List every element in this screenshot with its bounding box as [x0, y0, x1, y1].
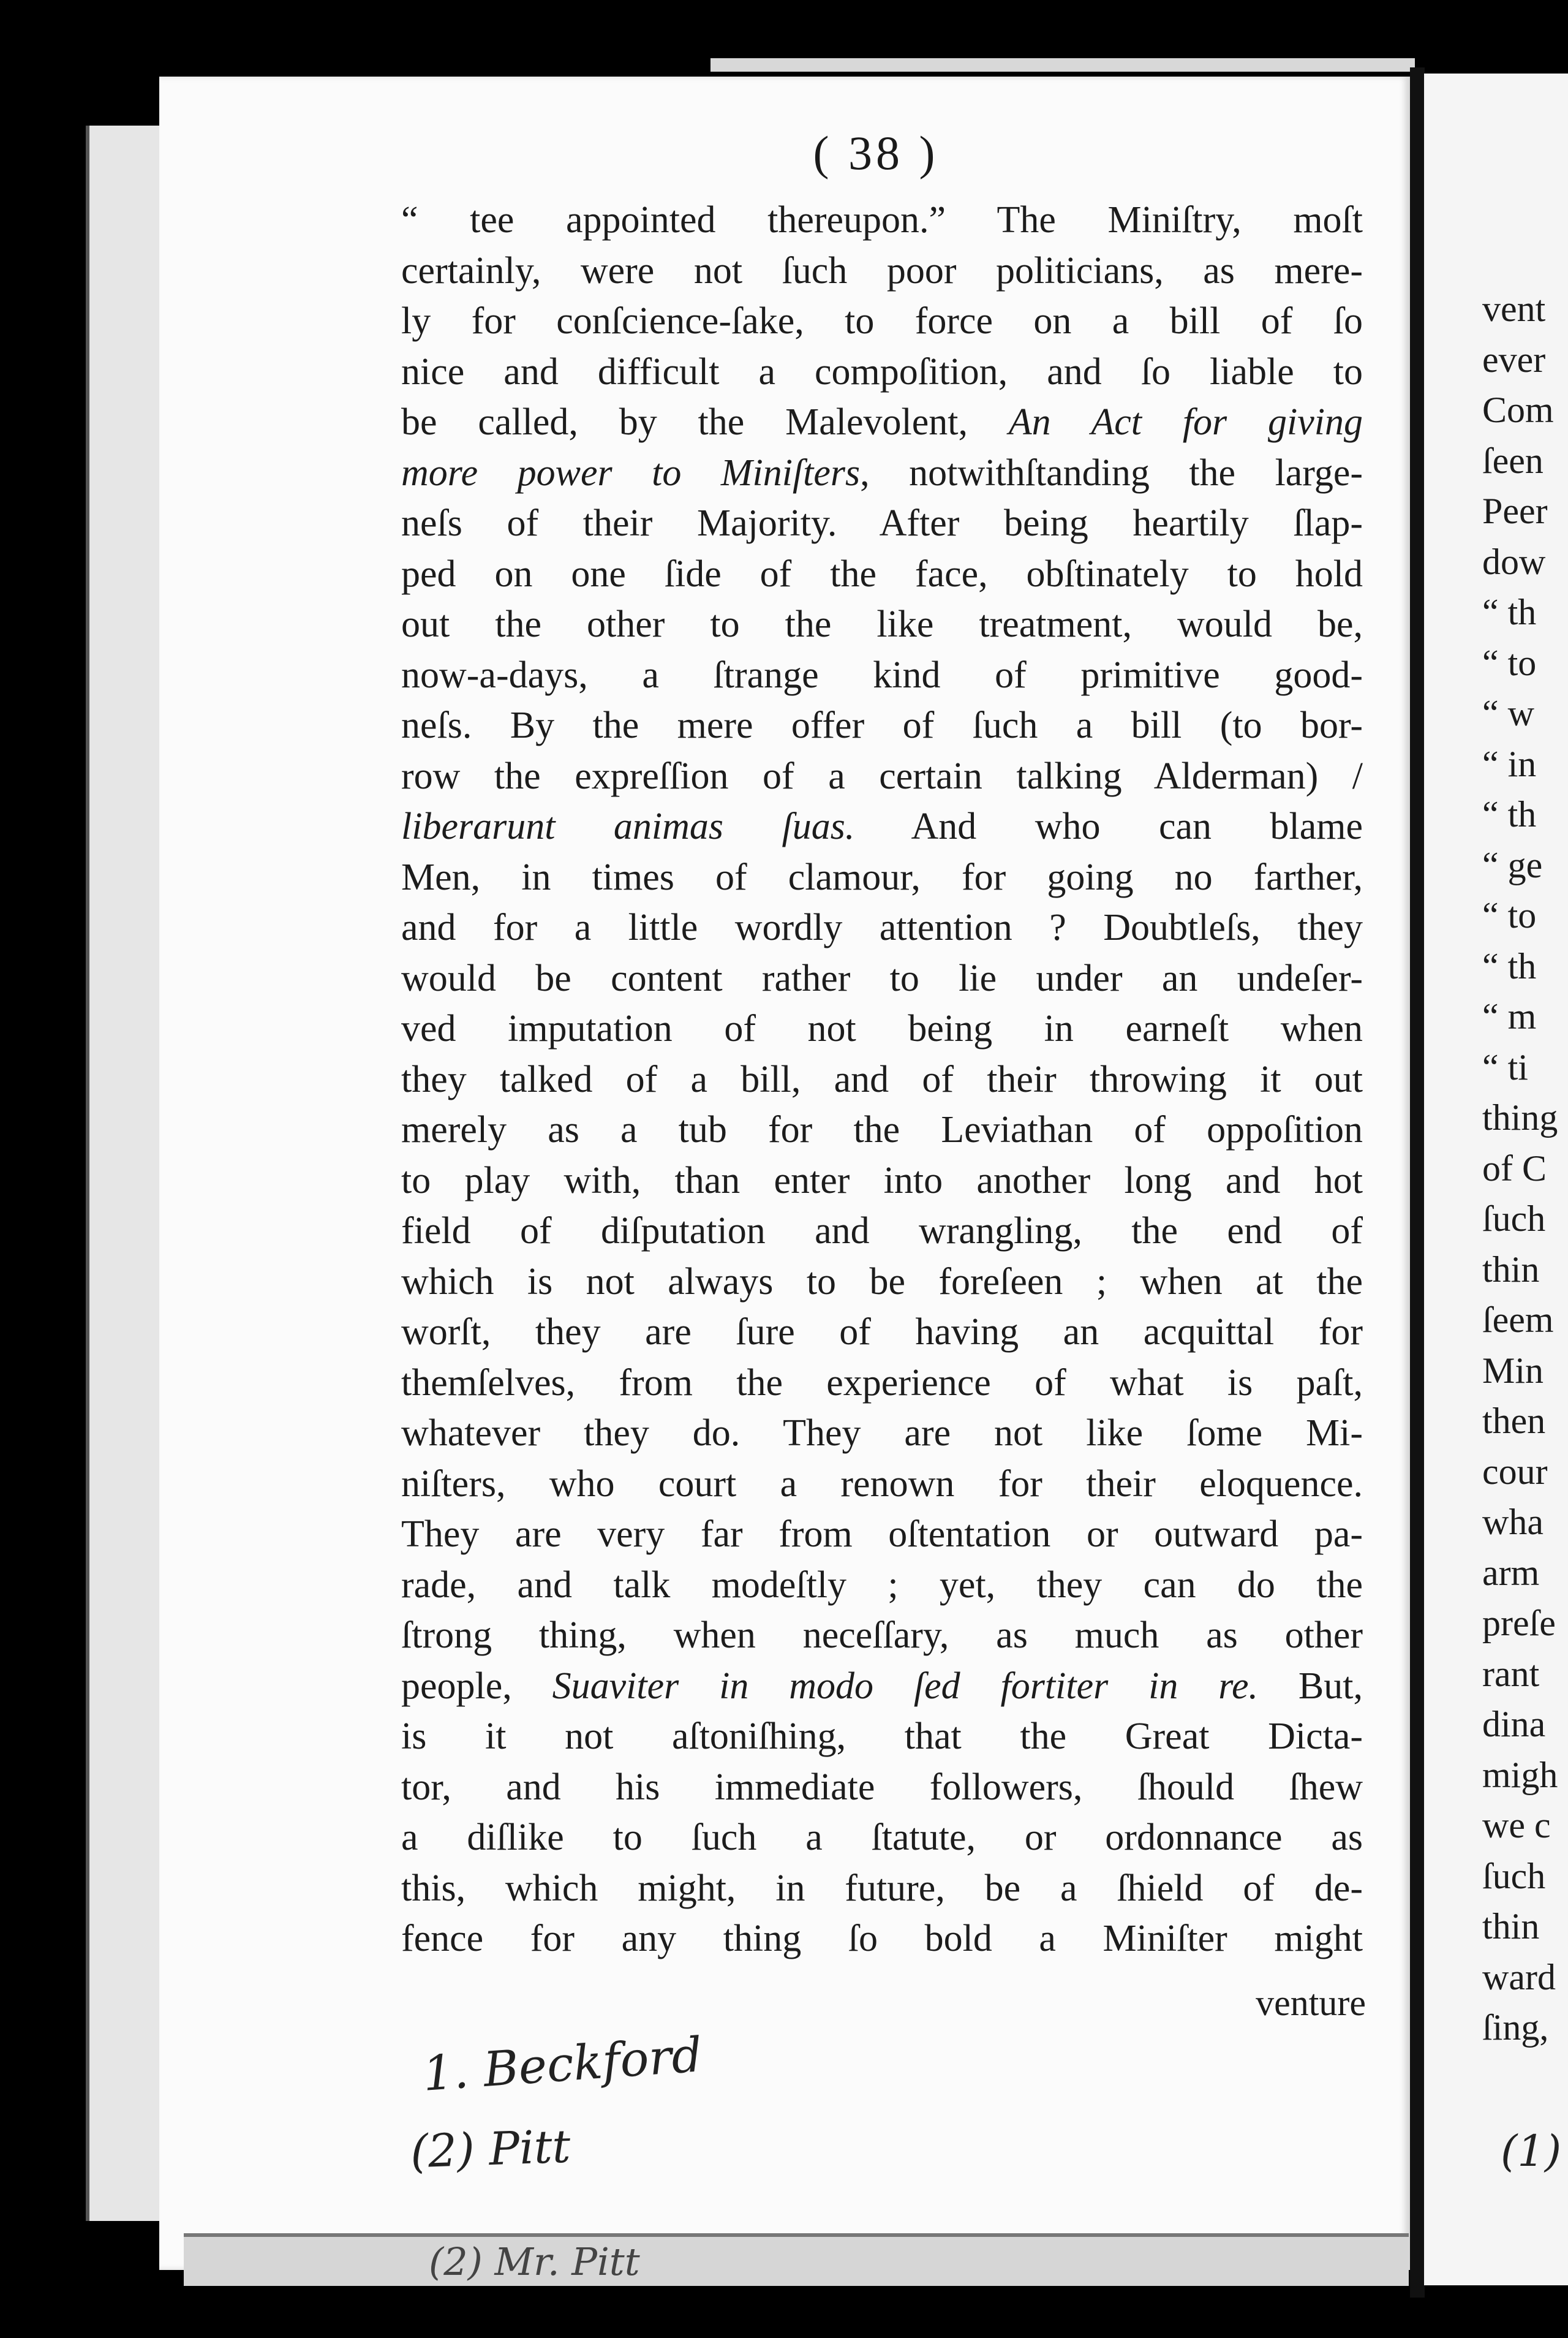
- facing-page-line: “ th: [1482, 592, 1537, 632]
- text-line: [401, 1054, 1363, 1105]
- text-segment: is it not aſtoniſhing, that the Great Dicta-: [401, 1716, 1363, 1757]
- facing-page-line: we c: [1482, 1805, 1551, 1845]
- text-line: [401, 801, 1363, 852]
- facing-page-line: ſuch: [1482, 1198, 1546, 1239]
- text-segment: people,: [401, 1665, 552, 1707]
- text-line: [401, 1156, 1363, 1206]
- text-line: [401, 1661, 1363, 1712]
- text-line: [401, 1004, 1363, 1054]
- text-segment: Men, in times of clamour, for going no farther,: [401, 856, 1363, 898]
- text-segment: And who can blame: [854, 806, 1363, 847]
- text-line: [401, 1105, 1363, 1156]
- text-segment: themſelves, from the experience of what is paſt,: [401, 1361, 1363, 1404]
- text-segment: But,: [1258, 1665, 1363, 1707]
- facing-page-line: “ m: [1482, 996, 1537, 1037]
- text-segment: niſters, who court a renown for their eloquence.: [401, 1462, 1363, 1505]
- text-line: [401, 1509, 1363, 1560]
- text-segment: “ tee appointed thereupon.” The Miniſtry, moſt: [401, 199, 1363, 241]
- italic-text: liberarunt animas ſuas.: [401, 806, 855, 847]
- text-line: [401, 1560, 1363, 1611]
- text-segment: tor, and his immediate followers, ſhould ſhew: [401, 1766, 1363, 1808]
- facing-page-line: then: [1482, 1401, 1546, 1441]
- facing-page-line: “ to: [1482, 642, 1537, 683]
- text-segment: fence for any thing ſo bold a Miniſter might: [401, 1918, 1363, 1959]
- facing-page-line: Peer: [1482, 491, 1548, 531]
- text-line: [401, 1206, 1363, 1257]
- facing-page-line: “ in: [1482, 743, 1537, 784]
- facing-page-line: dow: [1482, 541, 1546, 582]
- facing-page-line: thin: [1482, 1249, 1540, 1290]
- text-segment: field of diſputation and wrangling, the end of: [401, 1210, 1363, 1252]
- text-line: [401, 498, 1363, 549]
- facing-page-line: vent: [1482, 289, 1546, 329]
- text-segment: and for a little wordly attention ? Doubtleſs, they: [401, 907, 1363, 948]
- text-line: [401, 1307, 1363, 1358]
- text-segment: rade, and talk modeſtly ; yet, they can do the: [401, 1564, 1363, 1606]
- text-segment: now-a-days, a ſtrange kind of primitive good-: [401, 654, 1363, 696]
- text-line: [401, 599, 1363, 650]
- facing-page-line: Min: [1482, 1350, 1544, 1391]
- facing-page-line: “ ge: [1482, 844, 1543, 885]
- text-line: [401, 902, 1363, 953]
- page-edge-top: [710, 58, 1415, 72]
- text-line: [401, 549, 1363, 600]
- italic-text: Suaviter in modo ſed fortiter in re.: [552, 1665, 1259, 1707]
- facing-page-line: ſeem: [1482, 1300, 1554, 1340]
- facing-page-line: Com: [1482, 390, 1554, 430]
- text-segment: neſs of their Majority. After being heartily ſlap-: [401, 502, 1363, 544]
- italic-text: more power to Miniſters: [401, 452, 861, 494]
- facing-page-line: “ ti: [1482, 1046, 1528, 1088]
- text-segment: nice and difficult a compoſition, and ſo liable to: [401, 350, 1363, 393]
- book-gutter: [1410, 67, 1425, 2298]
- text-segment: worſt, they are ſure of having an acquittal for: [401, 1311, 1363, 1353]
- facing-page-line: ward: [1482, 1956, 1556, 1997]
- text-segment: , notwithſtanding the large-: [860, 452, 1363, 494]
- text-segment: neſs. By the mere offer of ſuch a bill (to bor-: [401, 705, 1363, 746]
- text-segment: which is not always to be foreſeen ; when at the: [401, 1260, 1363, 1303]
- facing-page-line: of C: [1482, 1148, 1547, 1189]
- handwritten-note-beckford: 1. Beckford: [421, 2027, 704, 2102]
- text-segment: ly for conſcience-ſake, to force on a bill of ſo: [401, 300, 1363, 342]
- facing-page-line: ſing,: [1482, 2007, 1549, 2048]
- text-segment: certainly, were not ſuch poor politicians, as mere-: [401, 249, 1363, 292]
- text-line: [401, 1358, 1363, 1409]
- text-line: [401, 852, 1363, 903]
- facing-page-line: wha: [1482, 1502, 1544, 1542]
- text-line: [401, 1762, 1363, 1813]
- text-line: [401, 1610, 1363, 1661]
- text-line: [401, 448, 1363, 499]
- facing-page-line: thing: [1482, 1097, 1558, 1138]
- facing-page-line: migh: [1482, 1754, 1558, 1795]
- facing-page-line: “ th: [1482, 794, 1537, 834]
- facing-page-line: ſeen: [1482, 440, 1544, 481]
- text-line: [401, 1257, 1363, 1307]
- text-segment: row the expreſſion of a certain talking Alderman) /: [401, 755, 1363, 797]
- catchword: venture: [1256, 1983, 1366, 2023]
- text-line: [401, 700, 1363, 751]
- handwritten-note-bottom: (2) Mr. Pitt: [429, 2239, 640, 2284]
- text-line: [401, 246, 1363, 297]
- text-line: [401, 1812, 1363, 1863]
- text-segment: ſtrong thing, when neceſſary, as much as other: [401, 1614, 1363, 1656]
- text-line: [401, 1459, 1363, 1510]
- text-line: [401, 1711, 1363, 1762]
- text-segment: whatever they do. They are not like ſome Mi-: [401, 1412, 1363, 1454]
- facing-page-line: rant: [1482, 1653, 1540, 1694]
- text-segment: would be content rather to lie under an undeſer-: [401, 957, 1363, 999]
- page-edge-bottom: [184, 2233, 1409, 2286]
- text-line: [401, 650, 1363, 701]
- facing-page-line: thin: [1482, 1906, 1540, 1946]
- text-segment: they talked of a bill, and of their throwing it out: [401, 1058, 1363, 1100]
- text-segment: ped on one ſide of the face, obſtinately to hold: [401, 553, 1363, 595]
- facing-page-line: “ w: [1482, 693, 1534, 733]
- facing-page-line: preſe: [1482, 1603, 1556, 1643]
- text-line: [401, 953, 1363, 1004]
- facing-page-line: ſuch: [1482, 1855, 1546, 1896]
- text-line: [401, 195, 1363, 246]
- page-number: ( 38 ): [813, 126, 939, 180]
- facing-page-line: “ to: [1482, 895, 1537, 936]
- handwritten-note-pitt: (2) Pitt: [409, 2120, 571, 2179]
- facing-page-line: dina: [1482, 1704, 1546, 1744]
- text-line: [401, 296, 1363, 347]
- text-segment: out the other to the like treatment, would be,: [401, 603, 1363, 645]
- facing-page-line: cour: [1482, 1451, 1548, 1492]
- text-segment: to play with, than enter into another long and hot: [401, 1159, 1363, 1201]
- text-line: [401, 1913, 1363, 1964]
- text-line: [401, 751, 1363, 802]
- text-line: [401, 397, 1363, 448]
- text-segment: be called, by the Malevolent,: [401, 401, 1009, 443]
- text-segment: a diſlike to ſuch a ſtatute, or ordonnance as: [401, 1817, 1363, 1858]
- text-line: [401, 347, 1363, 398]
- facing-page-line: ever: [1482, 339, 1546, 380]
- text-segment: ved imputation of not being in earneſt when: [401, 1008, 1363, 1050]
- text-line: [401, 1408, 1363, 1459]
- italic-text: An Act for giving: [1008, 401, 1363, 443]
- facing-page-note: (1): [1501, 2126, 1562, 2176]
- facing-page-line: “ th: [1482, 945, 1537, 986]
- text-segment: They are very far from oſtentation or outward pa-: [401, 1513, 1363, 1555]
- facing-page-line: arm: [1482, 1552, 1540, 1593]
- text-segment: merely as a tub for the Leviathan of oppoſition: [401, 1109, 1363, 1151]
- body-text: [401, 195, 1363, 1964]
- text-line: [401, 1863, 1363, 1914]
- text-segment: this, which might, in future, be a ſhield of de-: [401, 1867, 1363, 1909]
